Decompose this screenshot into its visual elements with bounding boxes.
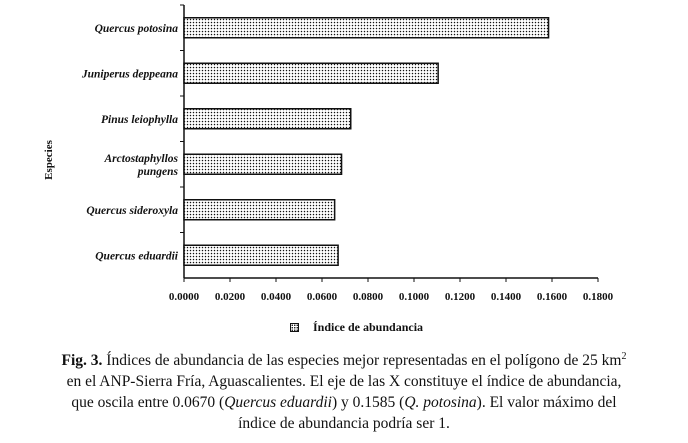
category-label-arctostaphyllos-pungens: [104, 153, 179, 178]
category-label-line: Quercus eduardii: [95, 250, 178, 263]
bar-arctostaphyllos-pungens: [184, 154, 342, 174]
x-tick-label: 0.1400: [490, 291, 522, 303]
caption-line-3a: que oscila entre 0.0670 (: [71, 394, 225, 411]
caption-line-2: en el ANP-Sierra Fría, Aguascalientes. El eje de las X constituye el índice de abundancia,: [66, 373, 622, 390]
x-tick-label: 0.1600: [536, 291, 568, 303]
x-tick-label: 0.1000: [398, 291, 430, 303]
category-label-line: Juniperus deppeana: [81, 68, 178, 81]
x-tick-label: 0.0400: [260, 291, 292, 303]
x-tick-label: 0.0200: [214, 291, 246, 303]
caption-line-1: Índices de abundancia de las especies mejor representadas en el polígono de 25 km: [102, 352, 622, 369]
category-label-juniperus-deppeana: [81, 68, 178, 80]
caption-line-4: índice de abundancia podría ser 1.: [238, 415, 450, 432]
category-label-line: pungens: [137, 165, 178, 178]
category-label-quercus-potosina: [95, 23, 179, 35]
bar-quercus-potosina: [184, 18, 549, 38]
caption-label: Fig. 3.: [61, 352, 103, 369]
caption-superscript: 2: [621, 350, 627, 362]
chart-legend: [290, 320, 423, 335]
category-label-line: Quercus sideroxyla: [86, 204, 178, 217]
y-axis-label: Especies: [43, 140, 55, 180]
legend-swatch: [290, 323, 299, 332]
bar-pinus-leiophylla: [184, 109, 351, 129]
category-label-pinus-leiophylla: [101, 114, 178, 126]
legend-label: Índice de abundancia: [313, 320, 424, 334]
category-label-quercus-eduardii: [95, 250, 179, 262]
bar-quercus-sideroxyla: [184, 200, 335, 220]
x-tick-label: 0.0800: [352, 291, 384, 303]
x-tick-label: 0.0600: [306, 291, 338, 303]
x-tick-label: 0.1200: [444, 291, 476, 303]
caption-species-2: Q. potosina: [404, 394, 477, 411]
caption-species-1: Quercus eduardii: [224, 394, 332, 411]
caption-line-3c: ). El valor máximo del: [476, 394, 617, 411]
caption-line-3b: ) y 0.1585 (: [332, 394, 405, 411]
category-label-line: Quercus potosina: [94, 22, 178, 35]
category-label-line: Arctostaphyllos: [104, 152, 178, 165]
figure-caption: [4, 350, 684, 434]
x-tick-label: 0.1800: [582, 291, 614, 303]
category-label-quercus-sideroxyla: [86, 205, 178, 217]
bar-quercus-eduardii: [184, 245, 338, 265]
bar-juniperus-deppeana: [184, 63, 438, 83]
category-label-line: Pinus leiophylla: [101, 113, 178, 126]
x-tick-label: 0.0000: [168, 291, 200, 303]
